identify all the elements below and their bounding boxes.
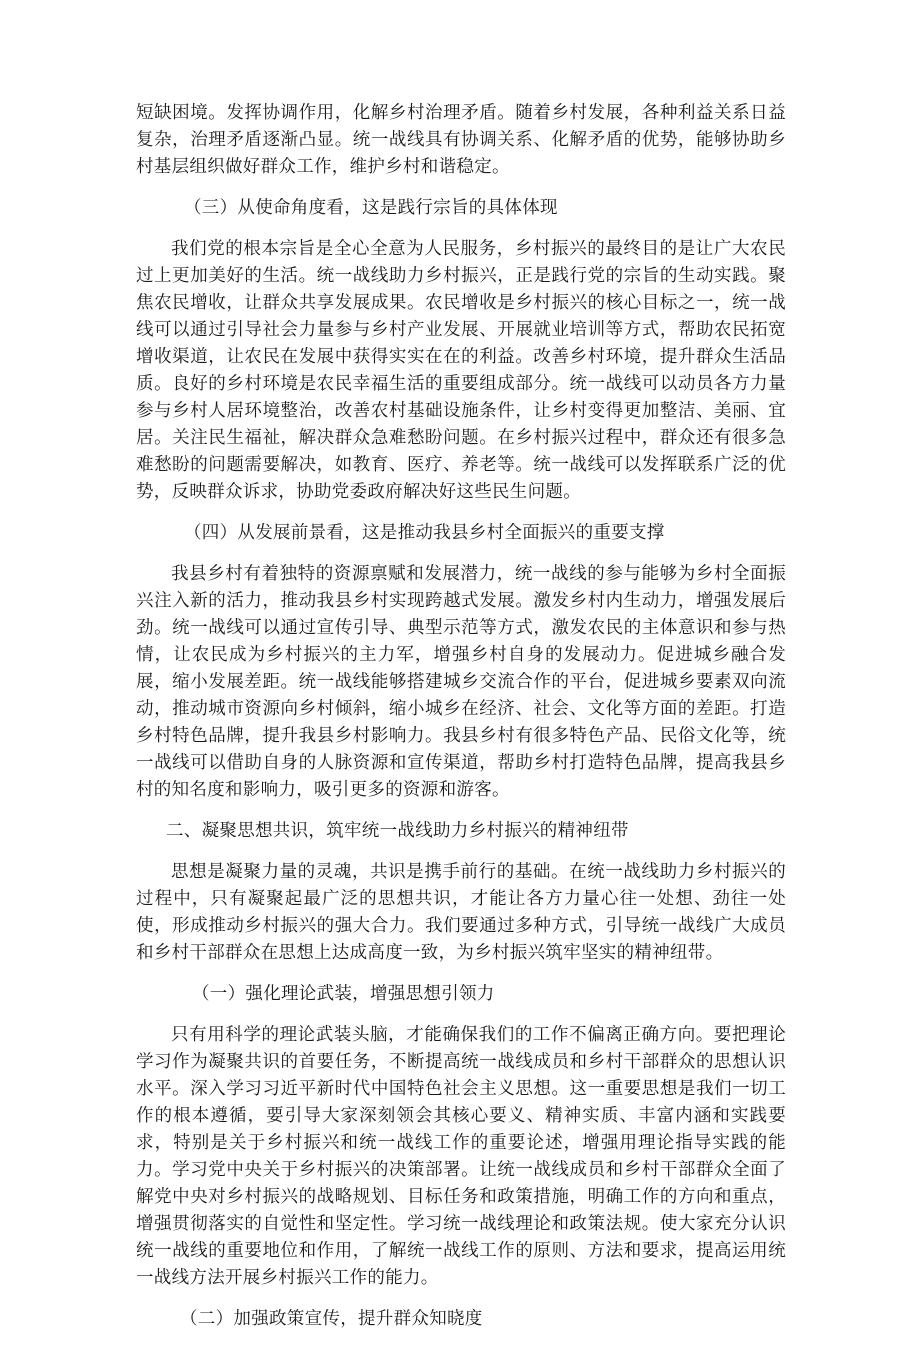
paragraph-continued: 短缺困境。发挥协调作用，化解乡村治理矛盾。随着乡村发展，各种利益关系日益复杂，治理矛盾逐渐凸显。统一战线具有协调关系、化解矛盾的优势，能够协助乡村基层组织做好群众工作，维护乡村和谐稳定。 xyxy=(136,103,786,177)
section-heading-theory: （一）强化理论武装，增强思想引领力 xyxy=(192,984,495,1004)
chapter-heading-consensus: 二、凝聚思想共识，筑牢统一战线助力乡村振兴的精神纽带 xyxy=(166,821,629,841)
section-heading-policy: （二）加强政策宣传，提升群众知晓度 xyxy=(180,1309,483,1329)
paragraph-prospect: 我县乡村有着独特的资源禀赋和发展潜力，统一战线的参与能够为乡村全面振兴注入新的活力，推动我县乡村实现跨越式发展。激发乡村内生动力，增强发展后劲。统一战线可以通过宣传引导、典型示范等方式，激发农民的主体意识和参与热情，让农民成为乡村振兴的主力军，增强乡村自身的发展动力。促进城乡融合发展，缩小发展差距。统一战线能够搭建城乡交流合作的平台，促进城乡要素双向流动，推动城市资源向乡村倾斜，缩小城乡在经济、社会、文化等方面的差距。打造乡村特色品牌，提升我县乡村影响力。我县乡村有很多特色产品、民俗文化等，统一战线可以借助自身的人脉资源和宣传渠道，帮助乡村打造特色品牌，提高我县乡村的知名度和影响力，吸引更多的资源和游客。 xyxy=(136,564,786,800)
paragraph-theory: 只有用科学的理论武装头脑，才能确保我们的工作不偏离正确方向。要把理论学习作为凝聚共识的首要任务，不断提高统一战线成员和乡村干部群众的思想认识水平。深入学习习近平新时代中国特色社会主义思想。这一重要思想是我们一切工作的根本遵循，要引导大家深刻领会其核心要义、精神实质、丰富内涵和实践要求，特别是关于乡村振兴和统一战线工作的重要论述，增强用理论指导实践的能力。学习党中央关于乡村振兴的决策部署。让统一战线成员和乡村干部群众全面了解党中央对乡村振兴的战略规划、目标任务和政策措施，明确工作的方向和重点，增强贯彻落实的自觉性和坚定性。学习统一战线理论和政策法规。使大家充分认识统一战线的重要地位和作用，了解统一战线工作的原则、方法和要求，提高运用统一战线方法开展乡村振兴工作的能力。 xyxy=(136,1025,786,1288)
paragraph-mission: 我们党的根本宗旨是全心全意为人民服务，乡村振兴的最终目的是让广大农民过上更加美好的生活。统一战线助力乡村振兴，正是践行党的宗旨的生动实践。聚焦农民增收，让群众共享发展成果。农民增收是乡村振兴的核心目标之一，统一战线可以通过引导社会力量参与乡村产业发展、开展就业培训等方式，帮助农民拓宽增收渠道，让农民在发展中获得实实在在的利益。改善乡村环境，提升群众生活品质。良好的乡村环境是农民幸福生活的重要组成部分。统一战线可以动员各方力量参与乡村人居环境整治，改善农村基础设施条件，让乡村变得更加整洁、美丽、宜居。关注民生福祉，解决群众急难愁盼问题。在乡村振兴过程中，群众还有很多急难愁盼的问题需要解决，如教育、医疗、养老等。统一战线可以发挥联系广泛的优势，反映群众诉求，协助党委政府解决好这些民生问题。 xyxy=(136,239,786,502)
section-heading-prospect: （四）从发展前景看，这是推动我县乡村全面振兴的重要支撑 xyxy=(184,523,665,543)
document-page xyxy=(136,100,786,1347)
paragraph-consensus-intro: 思想是凝聚力量的灵魂，共识是携手前行的基础。在统一战线助力乡村振兴的过程中，只有凝聚起最广泛的思想共识，才能让各方力量心往一处想、劲往一处使，形成推动乡村振兴的强大合力。我们要通过多种方式，引导统一战线广大成员和乡村干部群众在思想上达成高度一致，为乡村振兴筑牢坚实的精神纽带。 xyxy=(136,862,786,963)
section-heading-mission: （三）从使命角度看，这是践行宗旨的具体体现 xyxy=(184,198,558,218)
